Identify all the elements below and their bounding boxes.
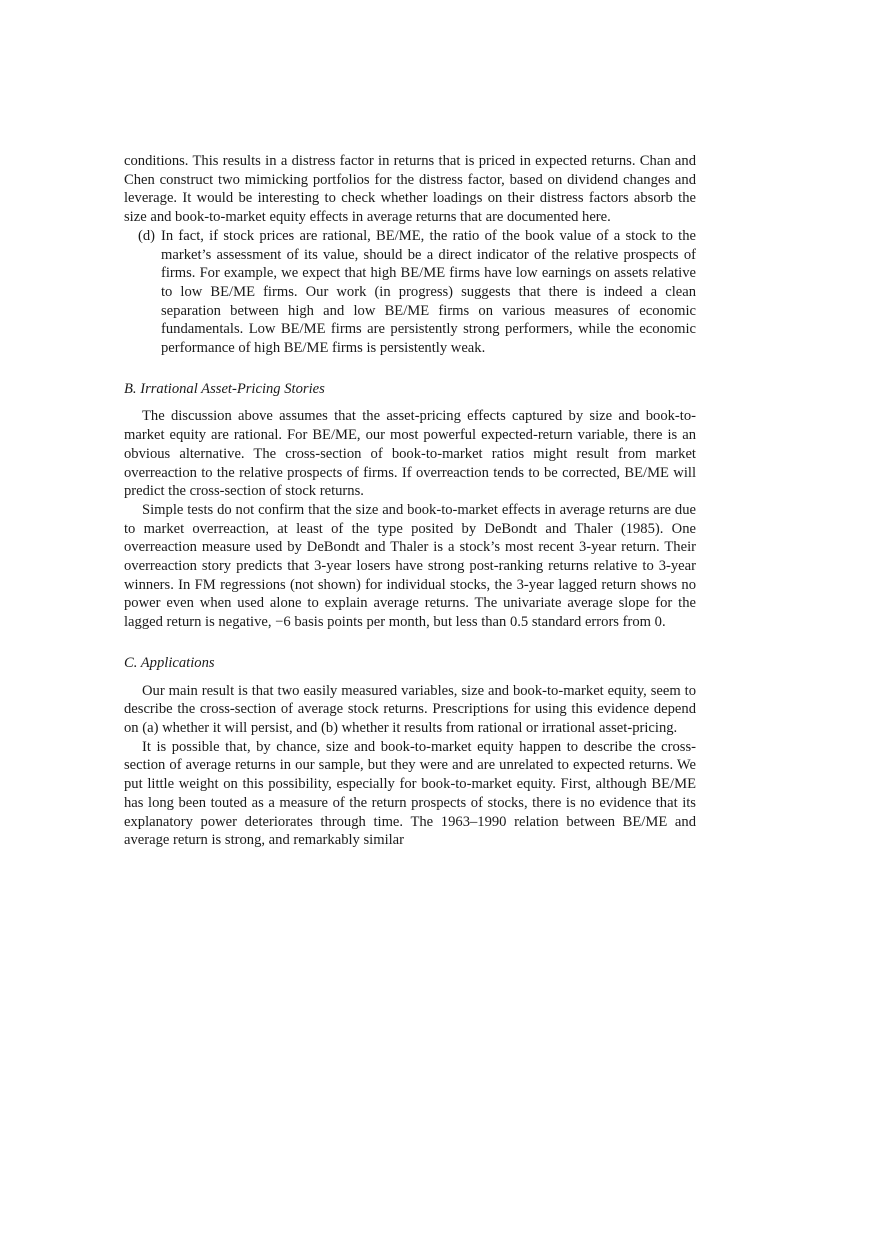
list-marker-d: (d) (138, 227, 156, 244)
list-item-d (124, 227, 696, 358)
section-heading-applications: C. Applications (124, 654, 215, 671)
page-body (124, 152, 696, 850)
paragraph-b2: Simple tests do not confirm that the size and book-to-market effects in average returns are due to market overreaction, at least of the type posited by DeBondt and Thaler (1985). One overreaction measure used by DeBondt and Thaler is a stock’s most recent 3-year return. Their overreaction story predicts that 3-year losers have strong post-ranking returns relative to 3-year winners. In FM regressions (not shown) for individual stocks, the 3-year lagged return shows no power even when used alone to explain average returns. The univariate average slope for the lagged return is negative, −6 basis points per month, but less than 0.5 standard errors from 0. (124, 501, 696, 631)
section-heading-irrational-asset-pricing: B. Irrational Asset-Pricing Stories (124, 380, 325, 397)
paragraph-c1: Our main result is that two easily measured variables, size and book-to-market equity, seem to describe the cross-section of average stock returns. Prescriptions for using this evidence depend on (a) whether it will persist, and (b) whether it results from rational or irrational asset-pricing. (124, 682, 696, 736)
paragraph-b1: The discussion above assumes that the asset-pricing effects captured by size and book-to-market equity are rational. For BE/ME, our most powerful expected-return variable, there is an obvious alternative. The cross-section of book-to-market ratios might result from market overreaction to the relative prospects of firms. If overreaction tends to be corrected, BE/ME will predict the cross-section of stock returns. (124, 408, 696, 500)
paragraph-c2: It is possible that, by chance, size and book-to-market equity happen to describe the cross-section of average returns in our sample, but they were and are unrelated to expected returns. We put little weight on this possibility, especially for book-to-market equity. First, although BE/ME has long been touted as a measure of the return prospects of stocks, there is no evidence that its explanatory power deteriorates through time. The 1963–1990 relation between BE/ME and average return is strong, and remarkably similar (124, 738, 696, 849)
list-item-d-text: In fact, if stock prices are rational, BE/ME, the ratio of the book value of a stock to the market’s assessment of its value, should be a direct indicator of the relative prospects of firms. For example, we expect that high BE/ME firms have low earnings on assets relative to low BE/ME firms. Our work (in progress) suggests that there is indeed a clean separation between high and low BE/ME firms on various measures of economic fundamentals. Low BE/ME firms are persistently strong performers, while the economic performance of high BE/ME firms is persistently weak. (161, 227, 696, 357)
list-item-c-continuation: conditions. This results in a distress factor in returns that is priced in expected returns. Chan and Chen construct two mimicking portfolios for the distress factor, based on dividend changes and leverage. It would be interesting to check whether loadings on their distress factors absorb the size and book-to-market equity effects in average returns that are documented here. (124, 153, 696, 226)
